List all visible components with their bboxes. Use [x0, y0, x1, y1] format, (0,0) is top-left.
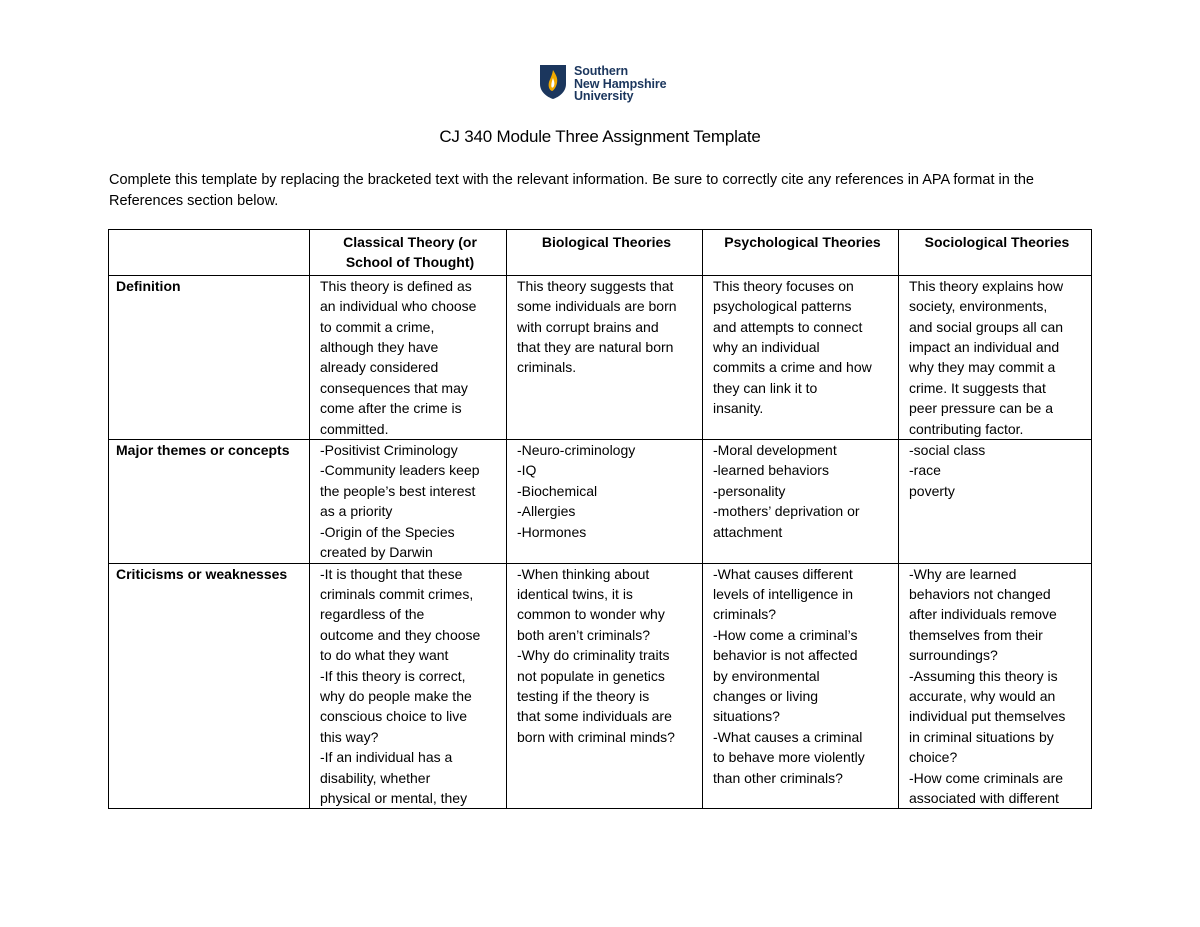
- cell-line: attachment: [713, 523, 783, 540]
- cell-line: and attempts to connect: [713, 318, 863, 335]
- cell-line: and social groups all can: [909, 318, 1064, 335]
- cell-line: contributing factor.: [909, 420, 1024, 437]
- cell-line: psychological patterns: [713, 298, 852, 315]
- cell-line: -What causes different: [713, 565, 853, 582]
- cell-line: in criminal situations by: [909, 728, 1054, 745]
- header-classical: Classical Theory (or School of Thought): [310, 230, 507, 276]
- cell-line: -IQ: [517, 462, 537, 479]
- cell-line: physical or mental, they: [320, 789, 468, 806]
- shield-flame-icon: [539, 64, 567, 100]
- cell-line: surroundings?: [909, 647, 998, 664]
- cell-line: to behave more violently: [713, 749, 865, 766]
- cell-line: -How come criminals are: [909, 769, 1064, 786]
- table-body: [109, 275, 1092, 809]
- cell-line: -social class: [909, 442, 986, 459]
- cell-classical: [310, 563, 507, 809]
- cell-line: -Why are learned: [909, 565, 1017, 582]
- cell-line: criminals?: [713, 606, 777, 623]
- cell-line: -Biochemical: [517, 482, 598, 499]
- cell-line: -Why do criminality traits: [517, 647, 670, 664]
- cell-classical: [310, 440, 507, 563]
- cell-line: created by Darwin: [320, 544, 433, 561]
- cell-line: an individual who choose: [320, 298, 477, 315]
- cell-line: that some individuals are: [517, 708, 672, 725]
- cell-psychological: [703, 275, 899, 439]
- cell-line: testing if the theory is: [517, 687, 650, 704]
- cell-sociological: [899, 563, 1092, 809]
- cell-line: This theory explains how: [909, 277, 1064, 294]
- cell-line: This theory suggests that: [517, 277, 674, 294]
- cell-sociological: [899, 440, 1092, 563]
- cell-line: -mothers’ deprivation or: [713, 503, 860, 520]
- cell-line: behavior is not affected: [713, 647, 858, 664]
- cell-line: -personality: [713, 482, 786, 499]
- cell-line: associated with different: [909, 789, 1059, 806]
- cell-line: -Origin of the Species: [320, 523, 455, 540]
- cell-sociological: [899, 275, 1092, 439]
- cell-line: to commit a crime,: [320, 318, 435, 335]
- cell-line: that they are natural born: [517, 339, 674, 356]
- cell-line: both aren’t criminals?: [517, 626, 651, 643]
- cell-line: criminals.: [517, 359, 577, 376]
- cell-line: as a priority: [320, 503, 393, 520]
- cell-line: -Hormones: [517, 523, 587, 540]
- cell-line: they can link it to: [713, 379, 818, 396]
- cell-psychological: [703, 563, 899, 809]
- cell-biological: [507, 275, 703, 439]
- cell-line: some individuals are born: [517, 298, 677, 315]
- cell-biological: [507, 563, 703, 809]
- cell-line: accurate, why would an: [909, 687, 1056, 704]
- cell-psychological: [703, 440, 899, 563]
- cell-line: committed.: [320, 420, 389, 437]
- cell-line: society, environments,: [909, 298, 1048, 315]
- cell-classical: [310, 275, 507, 439]
- header-biological: Biological Theories: [507, 230, 703, 276]
- cell-line: levels of intelligence in: [713, 585, 854, 602]
- cell-line: impact an individual and: [909, 339, 1060, 356]
- cell-line: situations?: [713, 708, 780, 725]
- cell-line: outcome and they choose: [320, 626, 481, 643]
- cell-line: -What causes a criminal: [713, 728, 863, 745]
- cell-line: the people’s best interest: [320, 482, 476, 499]
- cell-line: this way?: [320, 728, 379, 745]
- cell-line: -race: [909, 462, 941, 479]
- header-psychological: Psychological Theories: [703, 230, 899, 276]
- cell-line: -It is thought that these: [320, 565, 463, 582]
- table-row: [109, 275, 1092, 439]
- cell-line: This theory is defined as: [320, 277, 472, 294]
- theories-table: [108, 229, 1092, 809]
- cell-line: This theory focuses on: [713, 277, 854, 294]
- header-blank: [109, 230, 310, 276]
- university-logo: [539, 64, 679, 104]
- row-label: Definition: [109, 275, 310, 439]
- cell-line: themselves from their: [909, 626, 1043, 643]
- cell-line: why an individual: [713, 339, 820, 356]
- cell-line: common to wonder why: [517, 606, 665, 623]
- cell-line: peer pressure can be a: [909, 400, 1053, 417]
- table-row: [109, 440, 1092, 563]
- cell-line: insanity.: [713, 400, 764, 417]
- cell-line: born with criminal minds?: [517, 728, 675, 745]
- cell-line: -If an individual has a: [320, 749, 453, 766]
- cell-line: disability, whether: [320, 769, 431, 786]
- cell-line: -Community leaders keep: [320, 462, 480, 479]
- cell-line: choice?: [909, 749, 958, 766]
- cell-line: -Neuro-criminology: [517, 442, 636, 459]
- cell-line: -When thinking about: [517, 565, 650, 582]
- cell-line: -How come a criminal’s: [713, 626, 858, 643]
- cell-line: -learned behaviors: [713, 462, 829, 479]
- cell-line: consequences that may: [320, 379, 468, 396]
- cell-line: already considered: [320, 359, 439, 376]
- logo-line-2: New Hampshire: [574, 76, 667, 91]
- instructions-paragraph: Complete this template by replacing the bracketed text with the relevant information. Be sure to correctly cite any references in APA format in the References section below.: [109, 172, 1034, 209]
- cell-line: crime. It suggests that: [909, 379, 1046, 396]
- cell-line: with corrupt brains and: [517, 318, 659, 335]
- table-row: [109, 563, 1092, 809]
- cell-biological: [507, 440, 703, 563]
- cell-line: changes or living: [713, 687, 819, 704]
- cell-line: -If this theory is correct,: [320, 667, 466, 684]
- row-label: Major themes or concepts: [109, 440, 310, 563]
- cell-line: individual put themselves: [909, 708, 1066, 725]
- cell-line: -Assuming this theory is: [909, 667, 1058, 684]
- cell-line: criminals commit crimes,: [320, 585, 474, 602]
- cell-line: although they have: [320, 339, 439, 356]
- document-title: CJ 340 Module Three Assignment Template: [439, 127, 761, 146]
- cell-line: poverty: [909, 482, 955, 499]
- table-header-row: [109, 230, 1092, 276]
- cell-line: why do people make the: [320, 687, 472, 704]
- cell-line: -Positivist Criminology: [320, 442, 458, 459]
- cell-line: identical twins, it is: [517, 585, 633, 602]
- cell-line: than other criminals?: [713, 769, 843, 786]
- cell-line: regardless of the: [320, 606, 425, 623]
- logo-line-1: Southern: [574, 64, 629, 78]
- cell-line: commits a crime and how: [713, 359, 872, 376]
- cell-line: not populate in genetics: [517, 667, 665, 684]
- cell-line: -Moral development: [713, 442, 837, 459]
- logo-line-3: University: [574, 89, 634, 103]
- cell-line: why they may commit a: [909, 359, 1056, 376]
- cell-line: after individuals remove: [909, 606, 1057, 623]
- cell-line: by environmental: [713, 667, 820, 684]
- cell-line: conscious choice to live: [320, 708, 468, 725]
- row-label: Criticisms or weaknesses: [109, 563, 310, 809]
- header-sociological: Sociological Theories: [899, 230, 1092, 276]
- cell-line: to do what they want: [320, 647, 449, 664]
- cell-line: -Allergies: [517, 503, 576, 520]
- cell-line: behaviors not changed: [909, 585, 1051, 602]
- cell-line: come after the crime is: [320, 400, 462, 417]
